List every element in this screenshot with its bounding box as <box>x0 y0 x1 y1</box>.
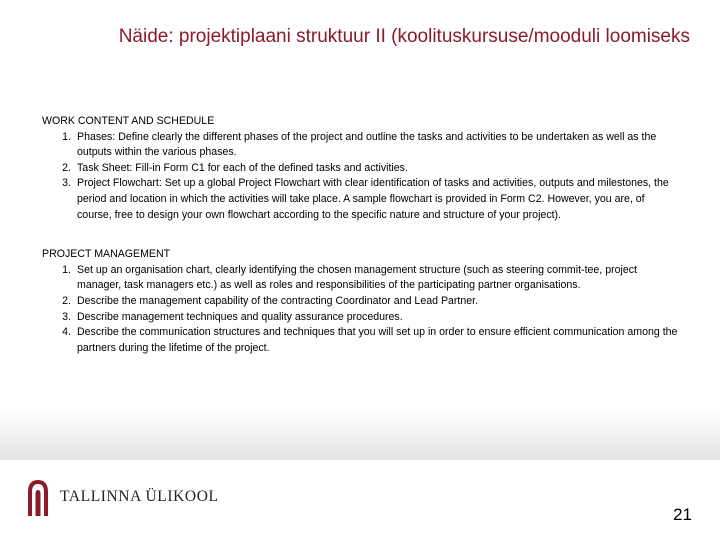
numbered-list <box>42 130 682 224</box>
list-text: Describe the management capability of the contracting Coordinator and Lead Partner. <box>77 294 479 307</box>
tallinn-university-arch-logo-icon <box>26 478 50 516</box>
list-text: Describe the communication structures and techniques that you will set up in order to ensure efficient communication among the partners during the lifetime of the project. <box>77 326 678 354</box>
list-number: 2. <box>62 161 71 174</box>
logo-text: TALLINNA ÜLIKOOL <box>60 488 219 505</box>
list-number: 4. <box>62 326 71 339</box>
list-number: 3. <box>62 177 71 190</box>
section-heading: PROJECT MANAGEMENT <box>42 248 171 261</box>
list-number: 1. <box>62 130 71 143</box>
slide-body <box>42 114 682 380</box>
section-work-content <box>42 114 682 223</box>
list-text: Project Flowchart: Set up a global Project Flowchart with clear identification of tasks and activities, outputs and milestones, the period and location in which the activities will take place. A sample flowchart is provided in Form C2. However, you are, of course, free to design your own flowchart according to the specific nature and structure of your project). <box>77 177 669 221</box>
list-item <box>42 161 682 177</box>
list-item <box>42 325 682 356</box>
university-logo <box>26 478 219 516</box>
list-item <box>42 130 682 161</box>
list-number: 1. <box>62 263 71 276</box>
numbered-list <box>42 263 682 357</box>
list-text: Task Sheet: Fill-in Form C1 for each of the defined tasks and activities. <box>77 161 408 174</box>
list-text: Phases: Define clearly the different phases of the project and outline the tasks and activities to be undertaken as well as the outputs within the various phases. <box>77 130 657 159</box>
list-number: 3. <box>62 310 71 323</box>
page-number: 21 <box>673 505 692 524</box>
slide-title: Näide: projektiplaani struktuur II (koolituskursuse/mooduli loomiseks <box>118 26 690 47</box>
section-heading: WORK CONTENT AND SCHEDULE <box>42 115 215 127</box>
list-item <box>42 310 682 326</box>
list-number: 2. <box>62 294 71 307</box>
list-item <box>42 176 682 223</box>
list-text: Set up an organisation chart, clearly identifying the chosen management structure (such as steering commit-tee, project manager, task managers etc.) as well as roles and responsibilities of the participating partner organisations. <box>77 263 637 292</box>
section-project-management <box>42 247 682 356</box>
list-item <box>42 263 682 294</box>
footer-gradient-band <box>0 408 720 460</box>
list-text: Describe management techniques and quality assurance procedures. <box>77 310 403 323</box>
list-item <box>42 294 682 310</box>
